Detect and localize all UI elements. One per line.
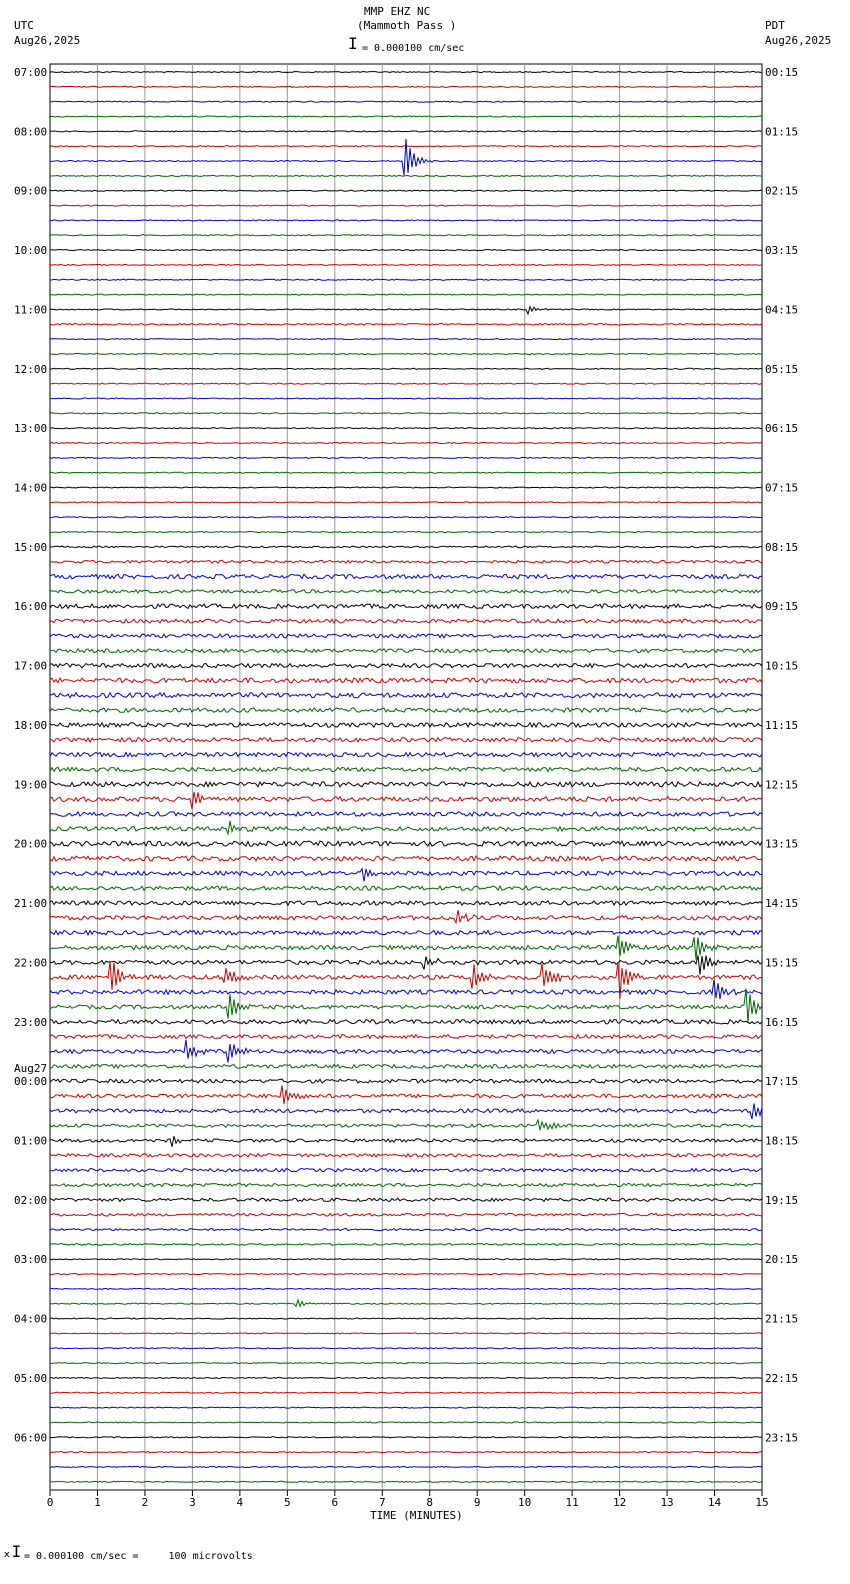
utc-hour-label: 09:00 xyxy=(14,184,48,198)
trace-line xyxy=(50,1288,762,1289)
right-timezone: PDT xyxy=(765,19,785,32)
trace-line xyxy=(50,324,762,326)
trace-line xyxy=(50,634,762,638)
trace-line xyxy=(50,1154,762,1157)
trace-line xyxy=(50,205,762,206)
local-hour-label: 11:15 xyxy=(765,718,799,732)
trace-line xyxy=(50,307,762,314)
trace-line xyxy=(50,1348,762,1349)
trace-line xyxy=(50,723,762,727)
trace-line xyxy=(50,220,762,221)
x-tick-label: 4 xyxy=(236,1496,244,1509)
plot-grid xyxy=(50,64,762,1490)
trace-line xyxy=(50,443,762,444)
trace-line xyxy=(50,1300,762,1307)
utc-hour-label: 14:00 xyxy=(14,481,48,495)
trace-line xyxy=(50,294,762,295)
trace-line xyxy=(50,139,762,175)
local-hour-label: 10:15 xyxy=(765,659,799,673)
local-hour-label: 17:15 xyxy=(765,1075,799,1089)
trace-line xyxy=(50,590,762,593)
trace-line xyxy=(50,264,762,265)
trace-line xyxy=(50,502,762,503)
trace-line xyxy=(50,678,762,683)
trace-line xyxy=(50,413,762,414)
x-tick-label: 3 xyxy=(189,1496,196,1509)
trace-line xyxy=(50,472,762,473)
trace-line xyxy=(50,1169,762,1172)
x-tick-label: 6 xyxy=(331,1496,339,1509)
trace-line xyxy=(50,1437,762,1438)
local-hour-label: 07:15 xyxy=(765,481,799,495)
trace-line xyxy=(50,961,762,998)
utc-hour-label: 02:00 xyxy=(14,1193,48,1207)
trace-line xyxy=(50,1120,762,1130)
utc-hour-label: 15:00 xyxy=(14,540,48,554)
local-hour-label: 15:15 xyxy=(765,956,799,970)
trace-line xyxy=(50,175,762,176)
trace-line xyxy=(50,428,762,429)
scale-text: = 0.000100 cm/sec xyxy=(362,43,465,54)
trace-line xyxy=(50,782,762,787)
x-tick-label: 9 xyxy=(473,1496,481,1509)
trace-line xyxy=(50,956,762,975)
trace-line xyxy=(50,1040,762,1063)
footer-scale-text: = 0.000100 cm/sec = 100 microvolts xyxy=(24,1551,253,1562)
trace-line xyxy=(50,131,762,132)
utc-hour-label: 00:00 xyxy=(14,1075,48,1089)
utc-hour-label: 12:00 xyxy=(14,362,48,376)
trace-line xyxy=(50,989,762,1023)
local-hour-label: 09:15 xyxy=(765,600,799,614)
trace-line xyxy=(50,368,762,369)
plot-frame xyxy=(50,64,762,1490)
utc-hour-label: 20:00 xyxy=(14,837,48,851)
local-hour-label: 22:15 xyxy=(765,1371,799,1385)
local-hour-label: 04:15 xyxy=(765,303,799,317)
utc-hour-label: 21:00 xyxy=(14,897,48,911)
utc-hour-label: 16:00 xyxy=(14,600,48,614)
utc-hour-label: 19:00 xyxy=(14,778,48,792)
trace-line xyxy=(50,1244,762,1246)
x-tick-label: 1 xyxy=(94,1496,101,1509)
trace-line xyxy=(50,869,762,882)
trace-line xyxy=(50,546,762,548)
trace-line xyxy=(50,767,762,771)
trace-line xyxy=(50,250,762,251)
trace-line xyxy=(50,574,762,578)
trace-line xyxy=(50,101,762,102)
trace-line xyxy=(50,1422,762,1423)
trace-line xyxy=(50,604,762,608)
date-change-label: Aug27 xyxy=(14,1062,48,1076)
trace-line xyxy=(50,279,762,280)
footer-scale-icon: ₓI xyxy=(2,1542,22,1561)
local-hour-label: 13:15 xyxy=(765,837,799,851)
local-hour-label: 21:15 xyxy=(765,1312,799,1326)
trace-line xyxy=(50,1392,762,1393)
trace-line xyxy=(50,980,762,999)
trace-line xyxy=(50,1274,762,1275)
utc-hour-label: 23:00 xyxy=(14,1015,48,1029)
trace-line xyxy=(50,936,762,960)
trace-line xyxy=(50,708,762,712)
trace-line xyxy=(50,841,762,846)
local-hour-label: 18:15 xyxy=(765,1134,799,1148)
utc-hour-label: 06:00 xyxy=(14,1431,48,1445)
trace-line xyxy=(50,1333,762,1334)
x-tick-label: 13 xyxy=(660,1496,674,1509)
trace-line xyxy=(50,1183,762,1186)
trace-line xyxy=(50,383,762,384)
station-location: (Mammoth Pass ) xyxy=(357,19,457,32)
local-hour-label: 23:15 xyxy=(765,1431,799,1445)
trace-line xyxy=(50,532,762,533)
trace-line xyxy=(50,1452,762,1453)
x-tick-label: 12 xyxy=(612,1496,627,1509)
local-hour-label: 14:15 xyxy=(765,897,799,911)
trace-line xyxy=(50,753,762,757)
trace-line xyxy=(50,1103,762,1119)
scale-bar-icon: I xyxy=(348,34,358,53)
trace-line xyxy=(50,116,762,117)
utc-hour-label: 11:00 xyxy=(14,303,48,317)
utc-hour-label: 18:00 xyxy=(14,718,48,732)
trace-line xyxy=(50,560,762,563)
x-tick-label: 11 xyxy=(565,1496,579,1509)
seismogram-traces xyxy=(50,72,762,1483)
trace-line xyxy=(50,1377,762,1378)
trace-line xyxy=(50,1064,762,1068)
local-hour-label: 01:15 xyxy=(765,125,799,139)
utc-hour-label: 04:00 xyxy=(14,1312,48,1326)
trace-line xyxy=(50,1259,762,1260)
utc-hour-label: 08:00 xyxy=(14,125,48,139)
trace-line xyxy=(50,1407,762,1408)
trace-line xyxy=(50,1318,762,1319)
local-hour-label: 00:15 xyxy=(765,66,799,79)
trace-line xyxy=(50,910,762,923)
trace-line xyxy=(50,1198,762,1201)
trace-line xyxy=(50,821,762,834)
trace-line xyxy=(50,72,762,73)
trace-line xyxy=(50,1035,762,1039)
trace-line xyxy=(50,792,762,809)
trace-line xyxy=(50,663,762,667)
x-axis-ticks xyxy=(47,1490,769,1509)
x-tick-label: 15 xyxy=(755,1496,769,1509)
trace-line xyxy=(50,886,762,890)
trace-line xyxy=(50,235,762,236)
x-tick-label: 7 xyxy=(378,1496,386,1509)
local-hour-label: 16:15 xyxy=(765,1015,799,1029)
right-date: Aug26,2025 xyxy=(765,34,832,47)
trace-line xyxy=(50,1363,762,1364)
utc-hour-label: 17:00 xyxy=(14,659,48,673)
local-hour-label: 06:15 xyxy=(765,422,799,436)
x-axis-label: TIME (MINUTES) xyxy=(370,1509,463,1522)
local-hour-label: 03:15 xyxy=(765,244,799,258)
trace-line xyxy=(50,856,762,861)
trace-line xyxy=(50,1481,762,1482)
local-hour-label: 20:15 xyxy=(765,1253,799,1267)
trace-line xyxy=(50,457,762,458)
trace-line xyxy=(50,398,762,399)
left-timezone: UTC xyxy=(14,19,34,32)
x-tick-label: 10 xyxy=(518,1496,532,1509)
x-tick-label: 14 xyxy=(707,1496,722,1509)
trace-line xyxy=(50,812,762,816)
station-title: MMP EHZ NC xyxy=(364,5,431,18)
trace-line xyxy=(50,487,762,488)
trace-line xyxy=(50,1079,762,1083)
trace-line xyxy=(50,1213,762,1216)
local-hour-label: 08:15 xyxy=(765,540,799,554)
trace-line xyxy=(50,339,762,340)
trace-line xyxy=(50,1228,762,1230)
utc-hour-label: 03:00 xyxy=(14,1253,48,1267)
x-tick-label: 5 xyxy=(284,1496,291,1509)
trace-line xyxy=(50,901,762,905)
x-tick-label: 0 xyxy=(46,1496,54,1509)
local-hour-label: 19:15 xyxy=(765,1193,799,1207)
utc-hour-label: 13:00 xyxy=(14,422,48,436)
trace-line xyxy=(50,649,762,653)
utc-hour-label: 07:00 xyxy=(14,66,48,79)
local-hour-label: 05:15 xyxy=(765,362,799,376)
utc-hour-label: 05:00 xyxy=(14,1371,48,1385)
utc-hour-label: 10:00 xyxy=(14,244,48,258)
trace-line xyxy=(50,517,762,518)
trace-line xyxy=(50,1085,762,1104)
utc-hour-label: 22:00 xyxy=(14,956,48,970)
trace-line xyxy=(50,86,762,87)
trace-line xyxy=(50,1466,762,1467)
local-hour-label: 02:15 xyxy=(765,184,799,198)
x-tick-label: 8 xyxy=(426,1496,434,1509)
trace-line xyxy=(50,190,762,191)
trace-line xyxy=(50,1136,762,1147)
trace-line xyxy=(50,738,762,742)
utc-hour-label: 01:00 xyxy=(14,1134,48,1148)
trace-line xyxy=(50,1020,762,1024)
trace-line xyxy=(50,353,762,354)
trace-line xyxy=(50,931,762,935)
trace-line xyxy=(50,693,762,698)
trace-line xyxy=(50,619,762,623)
local-hour-label: 12:15 xyxy=(765,778,799,792)
x-tick-label: 2 xyxy=(141,1496,149,1509)
left-date: Aug26,2025 xyxy=(14,34,81,47)
